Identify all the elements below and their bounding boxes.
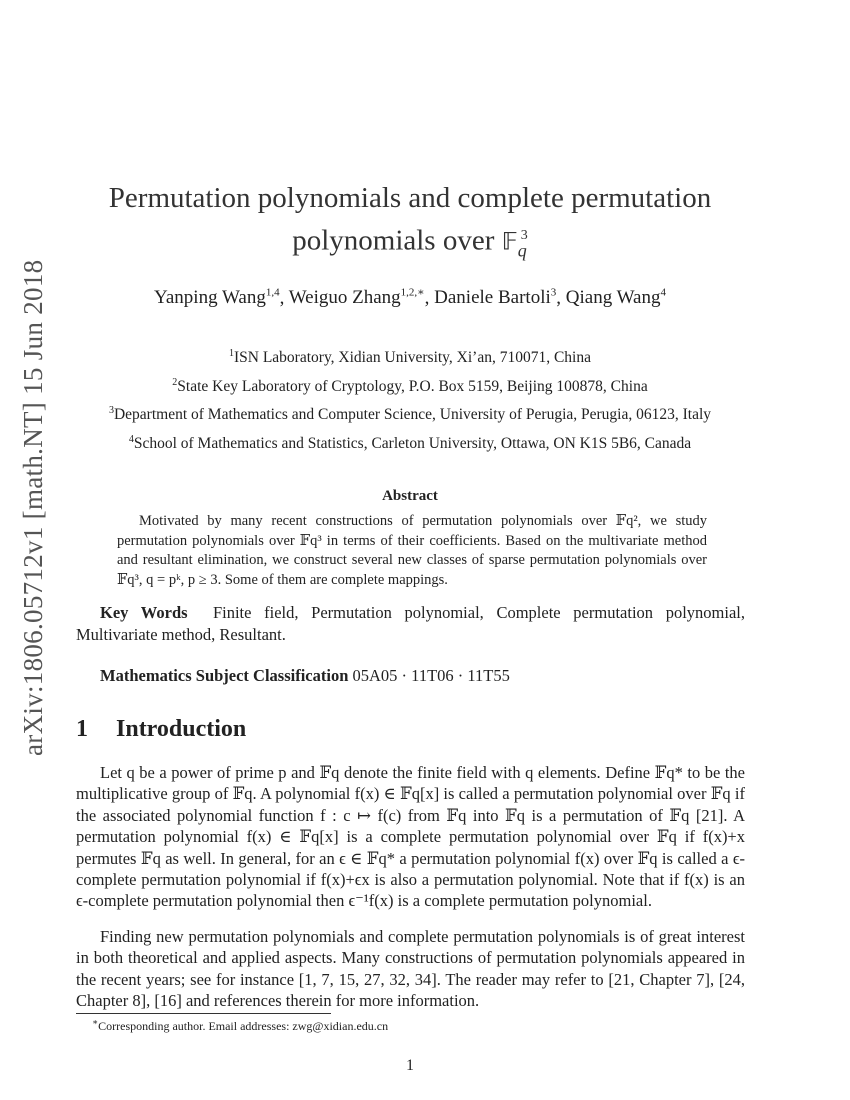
footnote: ∗Corresponding author. Email addresses: zwg@xidian.edu.cn (92, 1017, 389, 1033)
keywords-label: Key Words (100, 603, 188, 622)
affiliation: $^1$ISN Laboratory, Xidian University, Xi’an, 710071, China (228, 348, 591, 367)
abstract-text: Motivated by many recent constructions of permutation polynomials over 𝔽q², we study permutation polynomials over 𝔽q³ in terms of their coefficients. Based on the multivariate method and resultant elimination, we construct several new classes of sparse permutation polynomials over 𝔽q³, q = pᵏ, p ≥ 3. Some of them are complete mappings. (117, 513, 707, 588)
keywords (76, 602, 745, 645)
intro-paragraph-1: Let q be a power of prime p and 𝔽q denote the finite field with q elements. Define 𝔽q* to be the multiplicative group of 𝔽q. A polynomial f(x) ∈ 𝔽q[x] is called a permutation polynomial over 𝔽q if the associated polynomial function f : c ↦ f(c) from 𝔽q into 𝔽q is a permutation of 𝔽q [21]. A permutation polynomial f(x) ∈ 𝔽q[x] is a complete permutation polynomial over 𝔽q if f(x)+x permutes 𝔽q as well. In general, for an ϵ ∈ 𝔽q* a permutation polynomial f(x) over 𝔽q is called a ϵ-complete permutation polynomial if f(x)+ϵx is also a permutation polynomial. Note that if f(x) is an ϵ-complete permutation polynomial then ϵ⁻¹f(x) is a complete permutation polynomial. (76, 763, 745, 911)
msc-label: Mathematics Subject Classification (100, 666, 349, 685)
affiliation: $^3$Department of Mathematics and Computer Science, University of Perugia, Perugia, 06123, Italy (108, 405, 712, 424)
arxiv-identifier: arXiv:1806.05712v1 [math.NT] 15 Jun 2018 (18, 259, 48, 756)
section-number: 1 (76, 716, 88, 742)
page-number: 1 (406, 1057, 414, 1074)
author: Qiang Wang$^4$ (565, 287, 666, 309)
paper-title (80, 180, 740, 269)
intro-paragraph-2: Finding new permutation polynomials and complete permutation polynomials is of great interest in both theoretical and applied aspects. Many constructions of permutation polynomials appeared in the recent years; see for instance [1, 7, 15, 27, 32, 34]. The reader may refer to [21, Chapter 7], [24, Chapter 8], [16] and references therein for more information. (76, 927, 745, 1011)
subject-classification (100, 666, 740, 686)
section-heading (76, 716, 246, 743)
author: Yanping Wang$^{1,4}$ (154, 287, 280, 309)
author-list: Yanping Wang$^{1,4}$, Weiguo Zhang$^{1,2,∗}$, Daniele Bartoli$^3$, Qiang Wang$^4$ (154, 287, 666, 309)
keywords-text: Finite field, Permutation polynomial, Complete permutation polynomial, Multivariate method, Resultant. (76, 603, 746, 644)
author: Daniele Bartoli$^3$ (434, 287, 557, 309)
affiliation: $^2$State Key Laboratory of Cryptology, P.O. Box 5159, Beijing 100878, China (172, 376, 648, 395)
title-line-1: Permutation polynomials and complete permutation (108, 182, 712, 214)
abstract-heading: Abstract (382, 488, 438, 504)
section-title: Introduction (116, 716, 247, 742)
footnote-rule (76, 1013, 331, 1014)
affiliations (60, 342, 760, 457)
affiliation: $^4$School of Mathematics and Statistics, Carleton University, Ottawa, ON K1S 5B6, Canada (128, 433, 692, 453)
author: Weiguo Zhang$^{1,2,∗}$ (288, 287, 425, 309)
title-line-2: polynomials over 𝔽$_q^3$ (292, 224, 528, 261)
msc-codes: 05A05 · 11T06 · 11T55 (352, 666, 510, 685)
